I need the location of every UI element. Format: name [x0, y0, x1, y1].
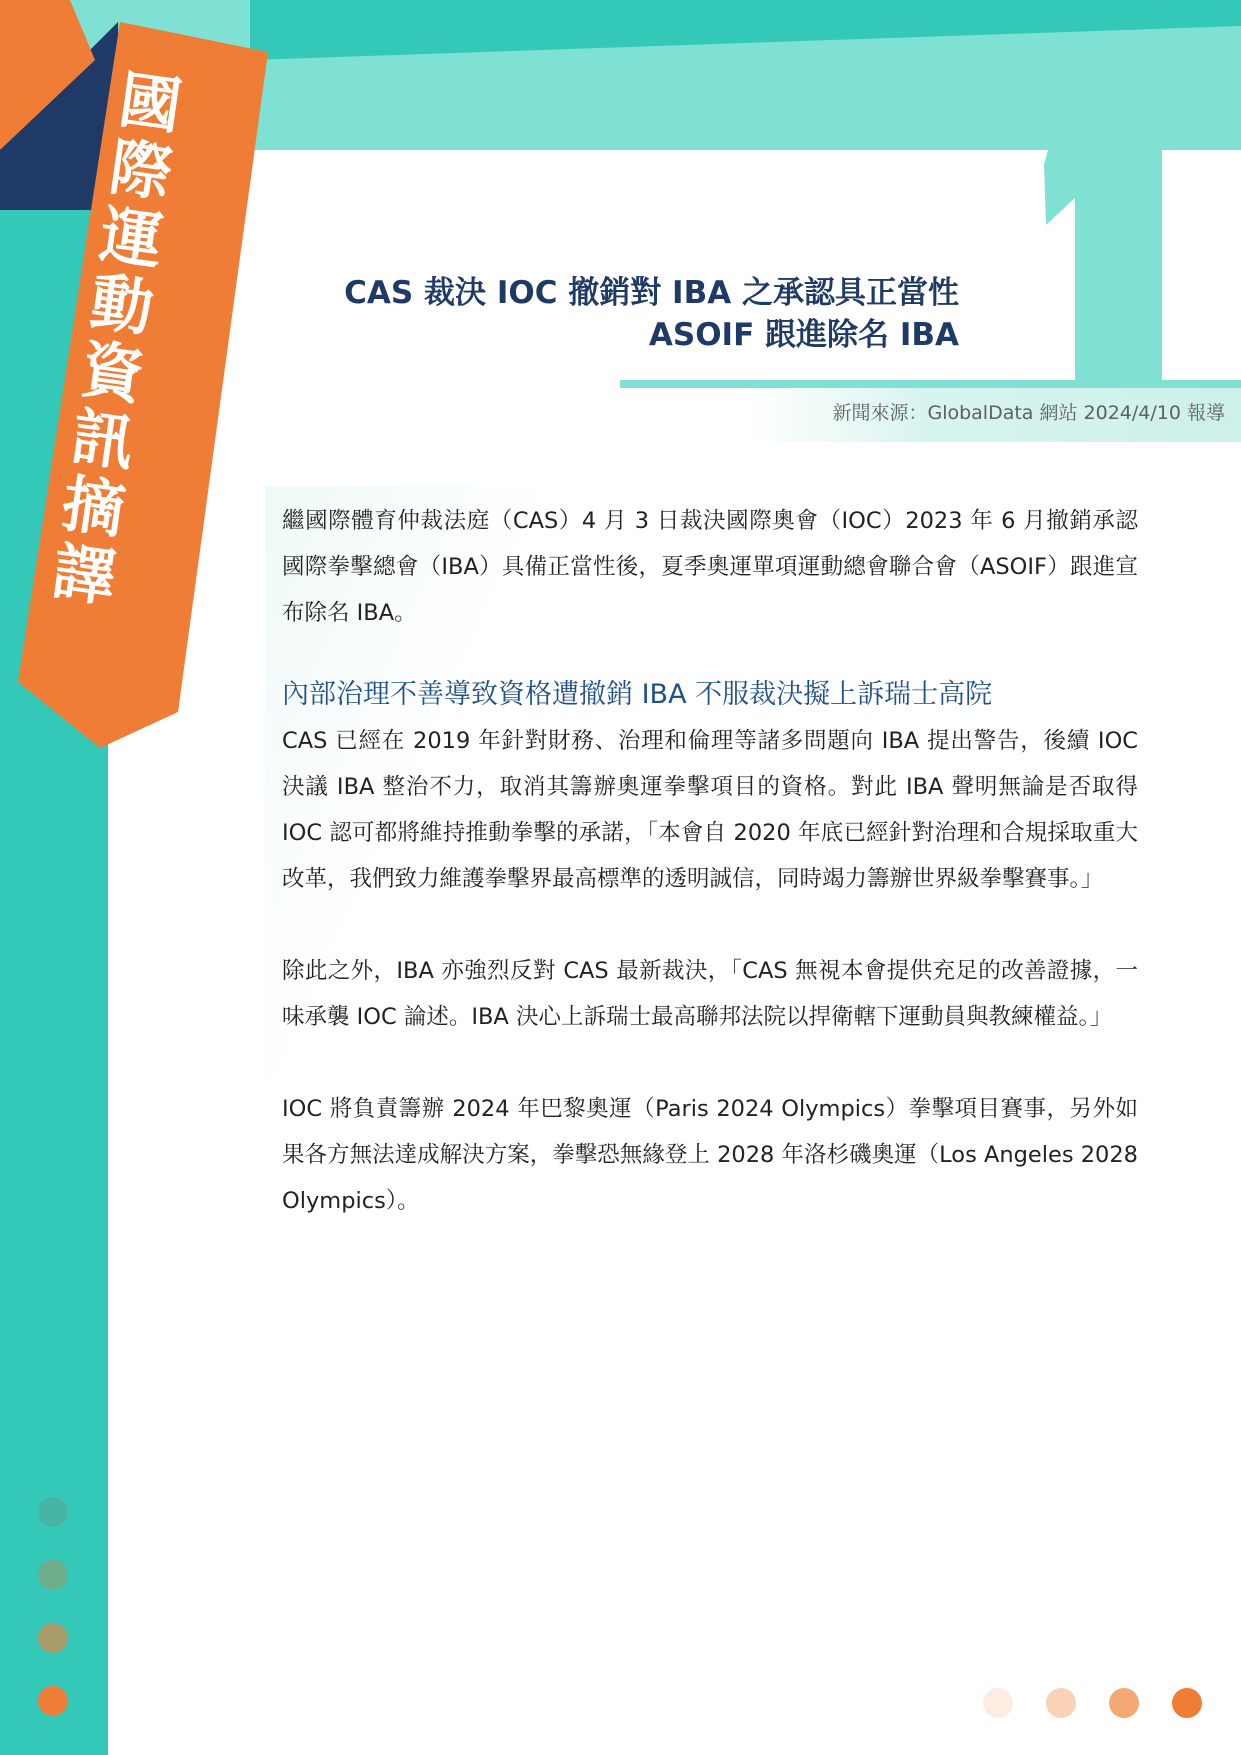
decorative-dot: [38, 1686, 68, 1716]
section-label-char: 譯: [48, 534, 120, 616]
intro-paragraph: 繼國際體育仲裁法庭（CAS）4 月 3 日裁決國際奧會（IOC）2023 年 6 月撤銷承認國際拳擊總會（IBA）具備正當性後，夏季奧運單項運動總會聯合會（ASOIF）跟進宣布除名 IBA。: [282, 508, 1138, 626]
paragraph-3: IOC 將負責籌辦 2024 年巴黎奧運（Paris 2024 Olympics）拳擊項目賽事，另外如果各方無法達成解決方案，拳擊恐無緣登上 2028 年洛杉磯奧運（Los Angeles 2028 Olympics）。: [282, 1096, 1138, 1214]
article-body: [282, 498, 1138, 1224]
section-label-char: 際: [105, 130, 177, 211]
decorative-dot: [38, 1497, 68, 1527]
decorative-dot: [983, 1688, 1013, 1718]
paragraph-1: CAS 已經在 2019 年針對財務、治理和倫理等諸多問題向 IBA 提出警告，後續 IOC 決議 IBA 整治不力，取消其籌辦奧運拳擊項目的資格。對此 IBA 聲明無論是否取得 IOC 認可都將維持推動拳擊的承諾，「本會自 2020 年底已經針對治理和合規採取重大改革，我們致力維護拳擊界最高標準的透明誠信，同時竭力籌辦世界級拳擊賽事。」: [282, 728, 1138, 892]
section-label-char: 訊: [67, 399, 139, 481]
article-title-line-2: ASOIF 跟進除名 IBA: [648, 317, 959, 353]
article-title-line-1: CAS 裁決 IOC 撤銷對 IBA 之承認具正當性: [344, 275, 959, 311]
decorative-dot: [1109, 1688, 1139, 1718]
news-source: 新聞來源：GlobalData 網站 2024/4/10 報導: [832, 402, 1225, 424]
decorative-dot: [38, 1623, 68, 1653]
section-label-char: 國: [114, 62, 187, 144]
section-subheading: 內部治理不善導致資格遭撤銷 IBA 不服裁決擬上訴瑞士高院: [282, 679, 993, 710]
section-label-char: 運: [95, 197, 168, 279]
decorative-dot: [1172, 1688, 1202, 1718]
section-label-char: 動: [86, 264, 158, 346]
paragraph-2: 除此之外，IBA 亦強烈反對 CAS 最新裁決，「CAS 無視本會提供充足的改善證據，一味承襲 IOC 論述。IBA 決心上訴瑞士最高聯邦法院以捍衛轄下運動員與教練權益。」: [282, 958, 1138, 1030]
decorative-dot: [38, 1560, 68, 1590]
section-label-char: 資: [76, 332, 149, 413]
decorative-dot: [1046, 1688, 1076, 1718]
section-label-char: 摘: [57, 466, 130, 548]
article-title: [259, 272, 959, 356]
